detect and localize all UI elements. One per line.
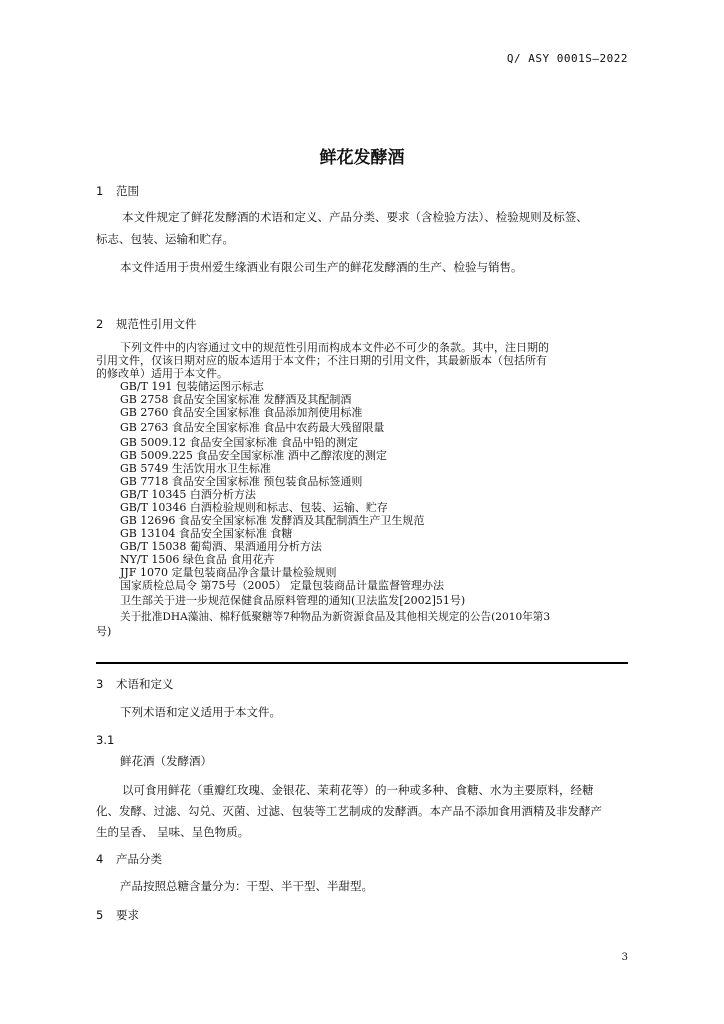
section-title: 规范性引用文件: [116, 317, 197, 331]
section-number: 2: [96, 317, 104, 331]
reference-item: GB 2760 食品安全国家标准 食品添加剂使用标准: [120, 406, 363, 419]
reference-item: GB 5009.225 食品安全国家标准 酒中乙醇浓度的测定: [120, 449, 387, 462]
reference-item: 国家质检总局令 第75号（2005） 定量包装商品计量监督管理办法: [120, 579, 444, 592]
reference-item: GB 13104 食品安全国家标准 食糖: [120, 527, 293, 540]
term-name: 鲜花酒（发酵酒）: [120, 754, 212, 768]
reference-item: NY/T 1506 绿色食品 食用花卉: [120, 553, 275, 566]
terms-intro: 下列术语和定义适用于本文件。: [120, 705, 281, 719]
reference-item: GB/T 15038 葡萄酒、果酒通用分析方法: [120, 540, 322, 553]
section-title: 产品分类: [116, 852, 162, 866]
standard-code: Q/ ASY 0001S—2022: [506, 52, 628, 65]
term-number: 3.1: [96, 733, 115, 747]
section-number: 1: [96, 184, 104, 198]
reference-item: GB 5749 生活饮用水卫生标准: [120, 462, 271, 475]
reference-item: GB/T 10346 白酒检验规则和标志、包装、运输、贮存: [120, 501, 388, 514]
section-4-heading: [96, 851, 162, 867]
section-3-heading: [96, 676, 174, 692]
normative-intro-line-1: 下列文件中的内容通过文中的规范性引用而构成本文件必不可少的条款。其中，注日期的: [120, 341, 549, 354]
reference-item: GB 7718 食品安全国家标准 预包装食品标签通则: [120, 475, 363, 488]
reference-item: 卫生部关于进一步规范保健食品原料管理的通知(卫法监发[2002]51号): [120, 594, 466, 607]
section-title: 范围: [116, 184, 139, 198]
section-2-heading: [96, 316, 197, 332]
normative-intro-line-2: 引用文件，仅该日期对应的版本适用于本文件；不注日期的引用文件，其最新版本（包括所有: [96, 354, 547, 367]
term-definition-line-1: 以可食用鲜花（重瓣红玫瑰、金银花、茉莉花等）的一种或多种、食糖、水为主要原料，经糖: [122, 783, 594, 797]
reference-item: GB/T 191 包装储运图示标志: [120, 380, 264, 393]
reference-item: GB/T 10345 白酒分析方法: [120, 488, 256, 501]
reference-item: 关于批准DHA藻油、棉籽低聚糖等7种物品为新资源食品及其他相关规定的公告(2010年第3: [120, 611, 551, 623]
reference-item: GB 5009.12 食品安全国家标准 食品中铅的测定: [120, 436, 358, 449]
section-number: 5: [96, 908, 104, 922]
scope-applicability: 本文件适用于贵州爱生缘酒业有限公司生产的鲜花发酵酒的生产、检验与销售。: [120, 260, 523, 274]
scope-paragraph-line-2: 标志、包装、运输和贮存。: [96, 232, 234, 246]
page-number: 3: [621, 952, 628, 963]
normative-intro-line-3: 的修改单）适用于本文件。: [96, 367, 228, 380]
reference-item: GB 2763 食品安全国家标准 食品中农药最大残留限量: [120, 421, 385, 434]
section-number: 4: [96, 852, 104, 866]
section-5-heading: [96, 907, 139, 923]
term-definition-line-2: 化、发酵、过滤、勾兑、灭菌、过滤、包装等工艺制成的发酵酒。本产品不添加食用酒精及非发酵产: [96, 804, 602, 818]
reference-item: GB 2758 食品安全国家标准 发酵酒及其配制酒: [120, 393, 352, 406]
reference-item: JJF 1070 定量包装商品净含量计量检验规则: [120, 566, 337, 579]
section-1-heading: [96, 183, 139, 199]
scope-paragraph-line-1: 本文件规定了鲜花发酵酒的术语和定义、产品分类、要求（含检验方法）、检验规则及标签、: [122, 210, 588, 224]
section-title: 术语和定义: [116, 677, 174, 691]
section-title: 要求: [116, 908, 139, 922]
section-number: 3: [96, 677, 104, 691]
reference-item: GB 12696 食品安全国家标准 发酵酒及其配制酒生产卫生规范: [120, 514, 425, 527]
term-definition-line-3: 生的呈香、 呈味、呈色物质。: [96, 825, 250, 839]
document-title: 鲜花发酵酒: [319, 148, 405, 168]
section-divider: [96, 662, 628, 664]
reference-item-continuation: 号): [96, 625, 112, 638]
product-classification: 产品按照总糖含量分为：干型、半干型、半甜型。: [120, 879, 373, 893]
